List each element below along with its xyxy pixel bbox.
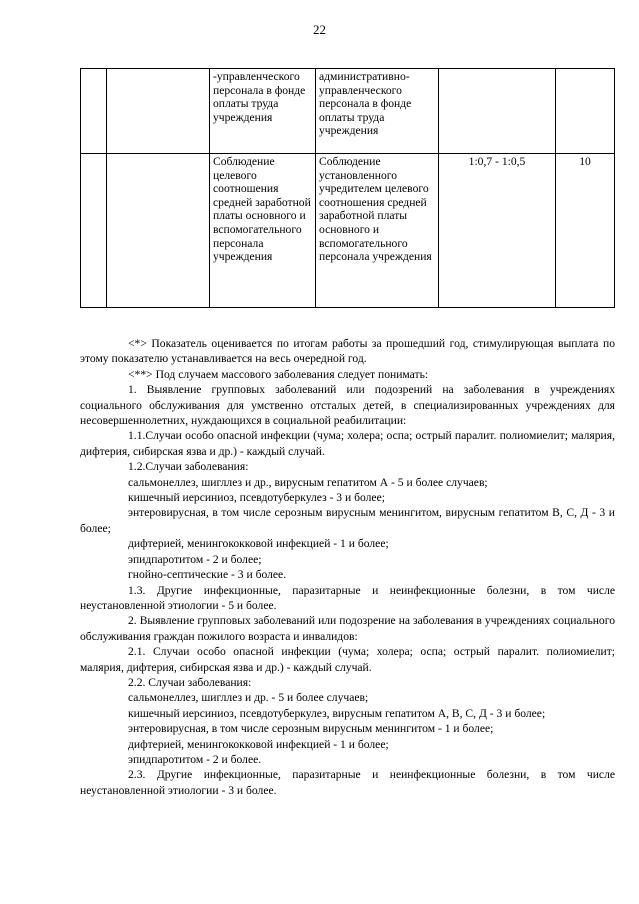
- table-cell-description: административно-управленческого персонала в фонде оплаты труда учреждения: [316, 69, 439, 154]
- table-cell-points: 10: [556, 154, 615, 308]
- note-paragraph: 1. Выявление групповых заболеваний или подозрений на заболевания в учреждениях социального обслуживания для умственно отсталых детей, в специализированных учреждениях для несовершеннолетних, нуждающихся в социальной реабилитации:: [80, 383, 615, 428]
- note-paragraph: <*> Показатель оценивается по итогам работы за прошедший год, стимулирующая выплата по этому показателю устанавливается на весь очередной год.: [80, 337, 615, 366]
- notes-section: [80, 336, 615, 798]
- note-paragraph: гнойно-септические - 3 и более.: [128, 568, 287, 582]
- note-paragraph: <**> Под случаем массового заболевания следует понимать:: [128, 367, 429, 381]
- note-paragraph: эпидпаротитом - 2 и более;: [128, 552, 262, 566]
- note-paragraph: 1.3. Другие инфекционные, паразитарные и неинфекционные болезни, в том числе неустановленной этиологии - 5 и более.: [80, 583, 615, 612]
- note-paragraph: дифтерией, менингококковой инфекцией - 1 и более;: [128, 537, 389, 551]
- note-paragraph: 1.2.Случаи заболевания:: [128, 460, 249, 474]
- note-paragraph: 2.2. Случаи заболевания:: [128, 675, 252, 689]
- note-paragraph: 1.1.Случаи особо опасной инфекции (чума; холера; оспа; острый паралит. полиомиелит; малярия, дифтерия, сибирская язва и др.) - каждый случай.: [80, 429, 615, 458]
- table-cell-criterion: Соблюдение целевого соотношения средней заработной платы основного и вспомогательного персонала учреждения: [210, 154, 316, 308]
- note-paragraph: кишечный иерсиниоз, псевдотуберкулез - 3 и более;: [128, 491, 385, 505]
- note-paragraph: 2.3. Другие инфекционные, паразитарные и неинфекционные болезни, в том числе неустановленной этиологии - 3 и более.: [80, 768, 615, 797]
- note-paragraph: сальмонеллез, шигллез и др. - 5 и более случаев;: [128, 691, 369, 705]
- table-cell-indicator: [107, 154, 210, 308]
- table-cell-points: [556, 69, 615, 154]
- table-row: [81, 69, 615, 154]
- table-cell-number: [81, 69, 107, 154]
- table-cell-number: [81, 154, 107, 308]
- table-cell-value: 1:0,7 - 1:0,5: [439, 154, 556, 308]
- table-cell-indicator: [107, 69, 210, 154]
- indicator-table: [80, 68, 615, 308]
- note-paragraph: кишечный иерсиниоз, псевдотуберкулез, вирусным гепатитом А, В, С, Д - 3 и более;: [128, 706, 546, 720]
- table-cell-description: Соблюдение установленного учредителем целевого соотношения средней заработной платы основного и вспомогательного персонала учреждения: [316, 154, 439, 308]
- note-paragraph: 2. Выявление групповых заболеваний или подозрение на заболевания в учреждениях социального обслуживания граждан пожилого возраста и инвалидов:: [80, 614, 615, 643]
- note-paragraph: сальмонеллез, шигллез и др., вирусным гепатитом А - 5 и более случаев;: [128, 475, 488, 489]
- note-paragraph: энтеровирусная, в том числе серозным вирусным менингитом, вирусным гепатитом В, С, Д - 3 и более;: [80, 506, 615, 535]
- page-number: 22: [313, 22, 326, 37]
- table-cell-criterion: -управленческого персонала в фонде оплаты труда учреждения: [210, 69, 316, 154]
- note-paragraph: эпидпаротитом - 2 и более.: [128, 752, 262, 766]
- note-paragraph: 2.1. Случаи особо опасной инфекции (чума; холера; оспа; острый паралит. полиомиелит; малярия, дифтерия, сибирская язва и др.) - каждый случай.: [80, 645, 615, 674]
- note-paragraph: дифтерией, менингококковой инфекцией - 1 и более;: [128, 737, 389, 751]
- table-row: [81, 154, 615, 308]
- table-cell-value: [439, 69, 556, 154]
- note-paragraph: энтеровирусная, в том числе серозным вирусным менингитом - 1 и более;: [128, 722, 494, 736]
